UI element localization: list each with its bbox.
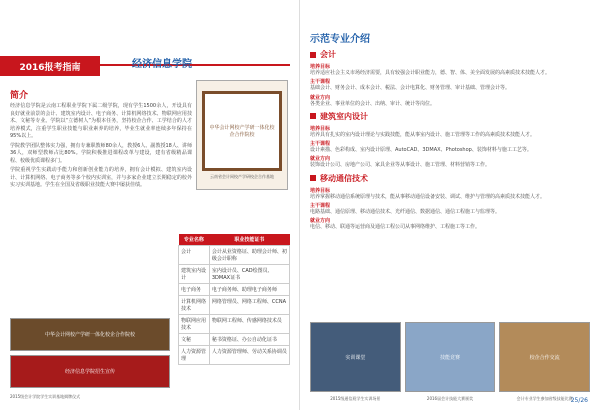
goal-text: 培养适应社会主义市场经济需要，具有较强会计职业能力，德、智、体、美全面发展的高素质技术技能人才。 [310, 70, 551, 76]
course-text: 基础会计、财务会计、成本会计、税法、会计电算化、财务管理、审计基础、管理会计等。 [310, 85, 511, 92]
guide-banner: 2016报考指南 [0, 56, 100, 76]
cell: 电子商务师、助理电子商务师 [209, 284, 289, 296]
right-photos [310, 322, 590, 392]
major-name: 移动通信技术 [320, 173, 368, 183]
table-header: 职业技能证书 [209, 234, 289, 246]
goal-label: 培养目标 [310, 64, 331, 70]
major-section [310, 173, 590, 232]
course-label: 主干课程 [310, 202, 331, 209]
table-row [179, 246, 290, 265]
page-number: 25/26 [570, 397, 588, 404]
cell: 物联网工程师、传感网络技术员 [209, 315, 289, 334]
cell: 会计 [179, 246, 210, 265]
teach-text: 学院教学团队整体实力强，拥有专兼职教师80余人，教授6人、副教授18人、讲师36人，双师型教师占比80%。学院积极推进课程改革与建设，建有省级精品课程、校级优质课程多门。 [10, 142, 192, 164]
table-header: 专业名称 [179, 234, 210, 246]
right-captions [310, 396, 590, 402]
cell: 人力资源管理 [179, 346, 210, 365]
major-name: 会计 [320, 50, 336, 59]
photo-caption: 会计专业学生参加省级技能比赛 [516, 396, 573, 401]
competition-photo: 技能竞赛 [405, 322, 496, 392]
intro-title: 简介 [10, 91, 29, 101]
practice-text: 学院重视学生实践动手能力和创新创业能力的培养，拥有会计模拟、建筑室内设计、计算机网络、电子商务等多个校内实训室，并与多家企业建立长期稳定的校外实习实训基地。学生在全国及省级职业技能大赛中屡获佳绩。 [10, 167, 192, 188]
cell: 人力资源管理师、劳动关系协调员 [209, 346, 289, 365]
square-bullet-icon [310, 175, 316, 181]
table-row [179, 296, 290, 315]
promo-photo: 经济信息学院招生宣传 [10, 355, 170, 388]
major-name: 建筑室内设计 [320, 111, 368, 121]
major-section [310, 111, 590, 170]
intro-block [10, 84, 192, 190]
title-rule [100, 64, 290, 66]
course-text: 设计素描、色彩构成、室内设计原理、AutoCAD、3DMAX、Photoshop、装饰材料与施工工艺等。 [310, 147, 532, 153]
photo-caption: 2016届会计技能大赛颁奖 [426, 396, 474, 401]
job-label: 就业方向 [310, 94, 331, 101]
school-title: 经济信息学院 [132, 59, 192, 70]
cooperation-plaque-photo: 中华会计网校产学研一体化校企合作院校 [10, 318, 170, 351]
cell: 物联网应用技术 [179, 315, 210, 334]
job-text: 装饰设计公司、房地产公司、家具企业等从事设计、施工管理、材料营销等工作。 [310, 162, 491, 169]
table-row [179, 315, 290, 334]
job-label: 就业方向 [310, 218, 331, 224]
major-section [310, 49, 590, 108]
cell: 室内设计员、CAD绘图员、3DMAX证书 [209, 265, 289, 284]
cell: 会计从业资格证、助理会计师、初级会计职称 [209, 246, 289, 265]
cell: 网络管理员、网络工程师、CCNA [209, 296, 289, 315]
photo-caption: 2015级通信班学生实训场景 [330, 396, 381, 401]
major-title [310, 111, 590, 122]
cell: 计算机网络技术 [179, 296, 210, 315]
cert-table [178, 234, 290, 365]
cell: 建筑室内设计 [179, 265, 210, 284]
goal-label: 培养目标 [310, 125, 331, 132]
course-label: 主干课程 [310, 141, 331, 147]
job-text: 各类企业、事业单位的会计、出纳、审计、统计等岗位。 [310, 100, 436, 107]
award-frame: 中华会计网校产学研一体化校企合作院校 [202, 91, 282, 171]
cell: 电子商务 [179, 284, 210, 296]
right-page [300, 0, 600, 410]
majors-heading: 示范专业介绍 [310, 34, 370, 45]
course-text: 电路基础、通信原理、移动通信技术、光纤通信、数据通信、通信工程施工与监理等。 [310, 208, 501, 215]
award-caption: 云南省会计网校产学研校企合作基地 [210, 173, 274, 179]
table-row [179, 265, 290, 284]
table-row [179, 334, 290, 346]
goal-label: 培养目标 [310, 187, 331, 194]
cell: 文秘 [179, 334, 210, 346]
major-title [310, 49, 590, 60]
course-label: 主干课程 [310, 79, 331, 86]
exchange-photo: 校企合作交流 [499, 322, 590, 392]
goal-text: 培养掌握移动通信系统原理与技术，能从事移动通信设备安装、调试、维护与管理的高素质技术技能人才。 [310, 193, 546, 200]
square-bullet-icon [310, 113, 316, 119]
goal-text: 培养具有扎实的室内设计理论与实践技能，能从事室内设计、施工管理等工作的高素质技术技能人才。 [310, 131, 536, 138]
award-plaque [196, 80, 288, 190]
major-title [310, 173, 590, 184]
left-photos [10, 318, 170, 388]
left-photo-caption: 2015级会计学院学生实训基地揭牌仪式 [10, 394, 81, 399]
cert-table-block [178, 230, 290, 365]
job-text: 电信、移动、联通等运营商及通信工程公司从事网络维护、工程施工等工作。 [310, 224, 481, 230]
job-label: 就业方向 [310, 156, 331, 163]
intro-text: 经济信息学院是云南工程职业学院下属二级学院，现有学生1500余人，开设具有良好就业前景的会计、建筑室内设计、电子商务、计算机网络技术、物联网应用技术、文秘等专业。学院以“立德树人”为根本任务，坚持校企合作、工学结合的人才培养模式，注重学生职业技能与职业素养的培养，毕业生就业率连续多年保持在95%以上。 [10, 103, 192, 139]
classroom-photo: 实训课堂 [310, 322, 401, 392]
table-row [179, 284, 290, 296]
table-row [179, 346, 290, 365]
square-bullet-icon [310, 52, 316, 58]
cell: 秘书资格证、办公自动化证书 [209, 334, 289, 346]
